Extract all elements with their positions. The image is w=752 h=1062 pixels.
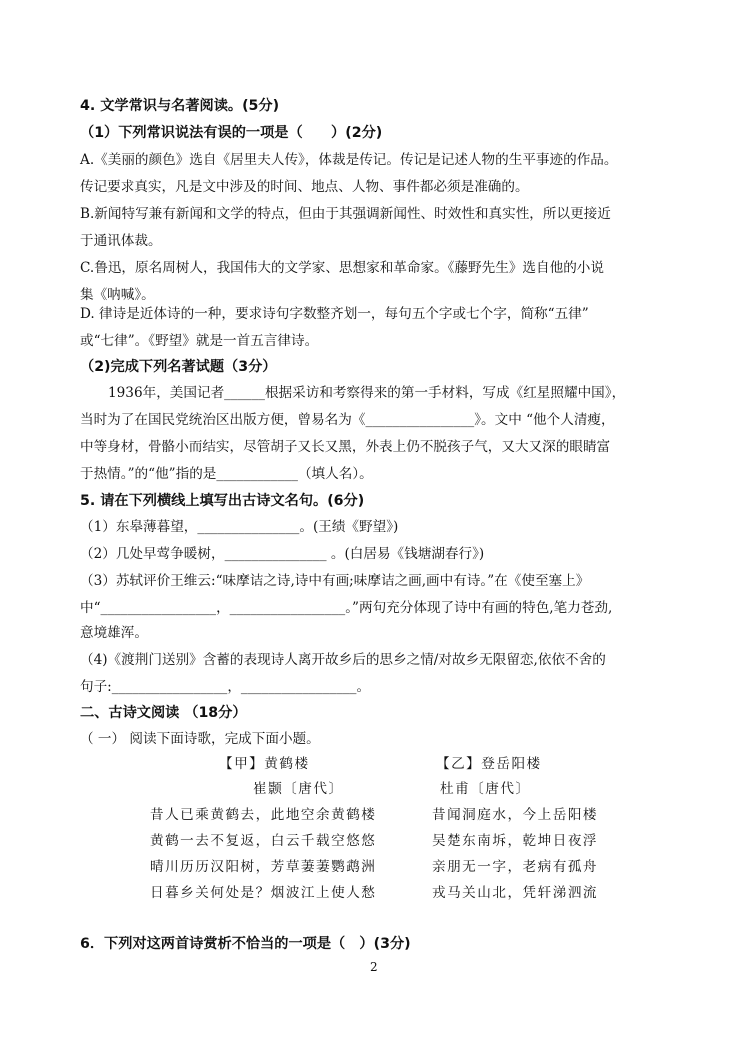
poem-a-line: 日暮乡关何处是？烟波江上使人愁 <box>150 885 377 901</box>
q5-item-4-line2: 句子:_________________，_________________。 <box>80 679 371 695</box>
q4-option-d-line1: D. 律诗是近体诗的一种，要求诗句字数整齐划一，每句五个字或七个字，简称“五律” <box>80 306 589 322</box>
poem-a-line: 昔人已乘黄鹤去，此地空余黄鹤楼 <box>150 807 377 823</box>
poem-a-line: 晴川历历汉阳树，芳草萋萋鹦鹉洲 <box>150 859 377 875</box>
q4-option-c-line2: 集《呐喊》。 <box>80 287 155 303</box>
q5-item-3-line1: （3）苏轼评价王维云:“味摩诘之诗,诗中有画;味摩诘之画,画中有诗。”在《使至塞上》 <box>80 573 590 589</box>
q5-item-1: （1）东皋薄暮望，_______________。(王绩《野望》) <box>80 519 399 535</box>
section-2-intro: （ 一） 阅读下面诗歌，完成下面小题。 <box>80 731 320 747</box>
poem-b-line: 昔闻洞庭水，今上岳阳楼 <box>432 807 599 823</box>
poem-a-title: 【甲】黄鹤楼 <box>219 756 310 772</box>
q4-paragraph-line2: 当时为了在国民党统治区出版方便，曾易名为《________________》。文中 “他个人清瘦， <box>80 412 615 428</box>
q4-option-c-line1: C.鲁迅，原名周树人，我国伟大的文学家、思想家和革命家。《藤野先生》选自他的小说 <box>80 260 604 276</box>
q4-paragraph-line3: 中等身材，骨骼小而结实，尽管胡子又长又黑，外表上仍不脱孩子气，又大又深的眼睛富 <box>80 439 611 455</box>
q4-heading: 4. 文学常识与名著阅读。(5分) <box>80 98 280 114</box>
poem-b-line: 戎马关山北，凭轩涕泗流 <box>432 885 599 901</box>
q4-sub2-heading: （2)完成下列名著试题（3分） <box>80 359 277 375</box>
poem-a-line: 黄鹤一去不复返，白云千载空悠悠 <box>150 833 377 849</box>
q5-item-2: （2）几处早莺争暖树，_______________ 。(白居易《钱塘湖春行》) <box>80 546 485 562</box>
q4-option-d-line2: 或“七律”。《野望》就是一首五言律诗。 <box>80 333 319 349</box>
q4-paragraph-line1: 1936年，美国记者______根据采访和考察得来的第一手材料，写成《红星照耀中国》， <box>108 385 626 401</box>
page-number: 2 <box>370 960 378 974</box>
q6-heading: 6．下列对这两首诗赏析不恰当的一项是（ ）(3分) <box>80 936 411 952</box>
q5-heading: 5. 请在下列横线上填写出古诗文名句。(6分) <box>80 493 365 509</box>
q4-paragraph-line4: 于热情。”的“他”指的是____________（填人名）。 <box>80 466 373 482</box>
section-2-heading: 二、古诗文阅读 （18分） <box>80 705 247 721</box>
q4-option-a-line2: 传记要求真实，凡是文中涉及的时间、地点、人物、事件都必须是准确的。 <box>80 179 529 195</box>
q5-item-3-line2: 中“_________________，_________________。”两句充分体现了诗中有画的特色,笔力苍劲, <box>80 600 613 616</box>
q4-option-b-line1: B.新闻特写兼有新闻和文学的特点，但由于其强调新闻性、时效性和真实性，所以更接近 <box>80 206 611 222</box>
poem-b-author: 杜甫〔唐代〕 <box>440 781 531 797</box>
q4-sub1-heading: （1）下列常识说法有误的一项是（ ）(2分) <box>80 125 383 141</box>
q5-item-4-line1: （4)《渡荆门送别》含蓄的表现诗人离开故乡后的思乡之情/对故乡无限留恋,依依不舍的 <box>80 652 606 668</box>
q4-option-a-line1: A.《美丽的颜色》选自《居里夫人传》，体裁是传记。传记是记述人物的生平事迹的作品。 <box>80 152 618 168</box>
q4-option-b-line2: 于通讯体裁。 <box>80 233 162 249</box>
poem-b-title: 【乙】登岳阳楼 <box>436 756 542 772</box>
poem-b-line: 亲朋无一字，老病有孤舟 <box>432 859 599 875</box>
poem-b-line: 吴楚东南坼，乾坤日夜浮 <box>432 833 599 849</box>
q5-item-3-line3: 意境雄浑。 <box>80 625 148 641</box>
poem-a-author: 崔颢〔唐代〕 <box>253 781 344 797</box>
